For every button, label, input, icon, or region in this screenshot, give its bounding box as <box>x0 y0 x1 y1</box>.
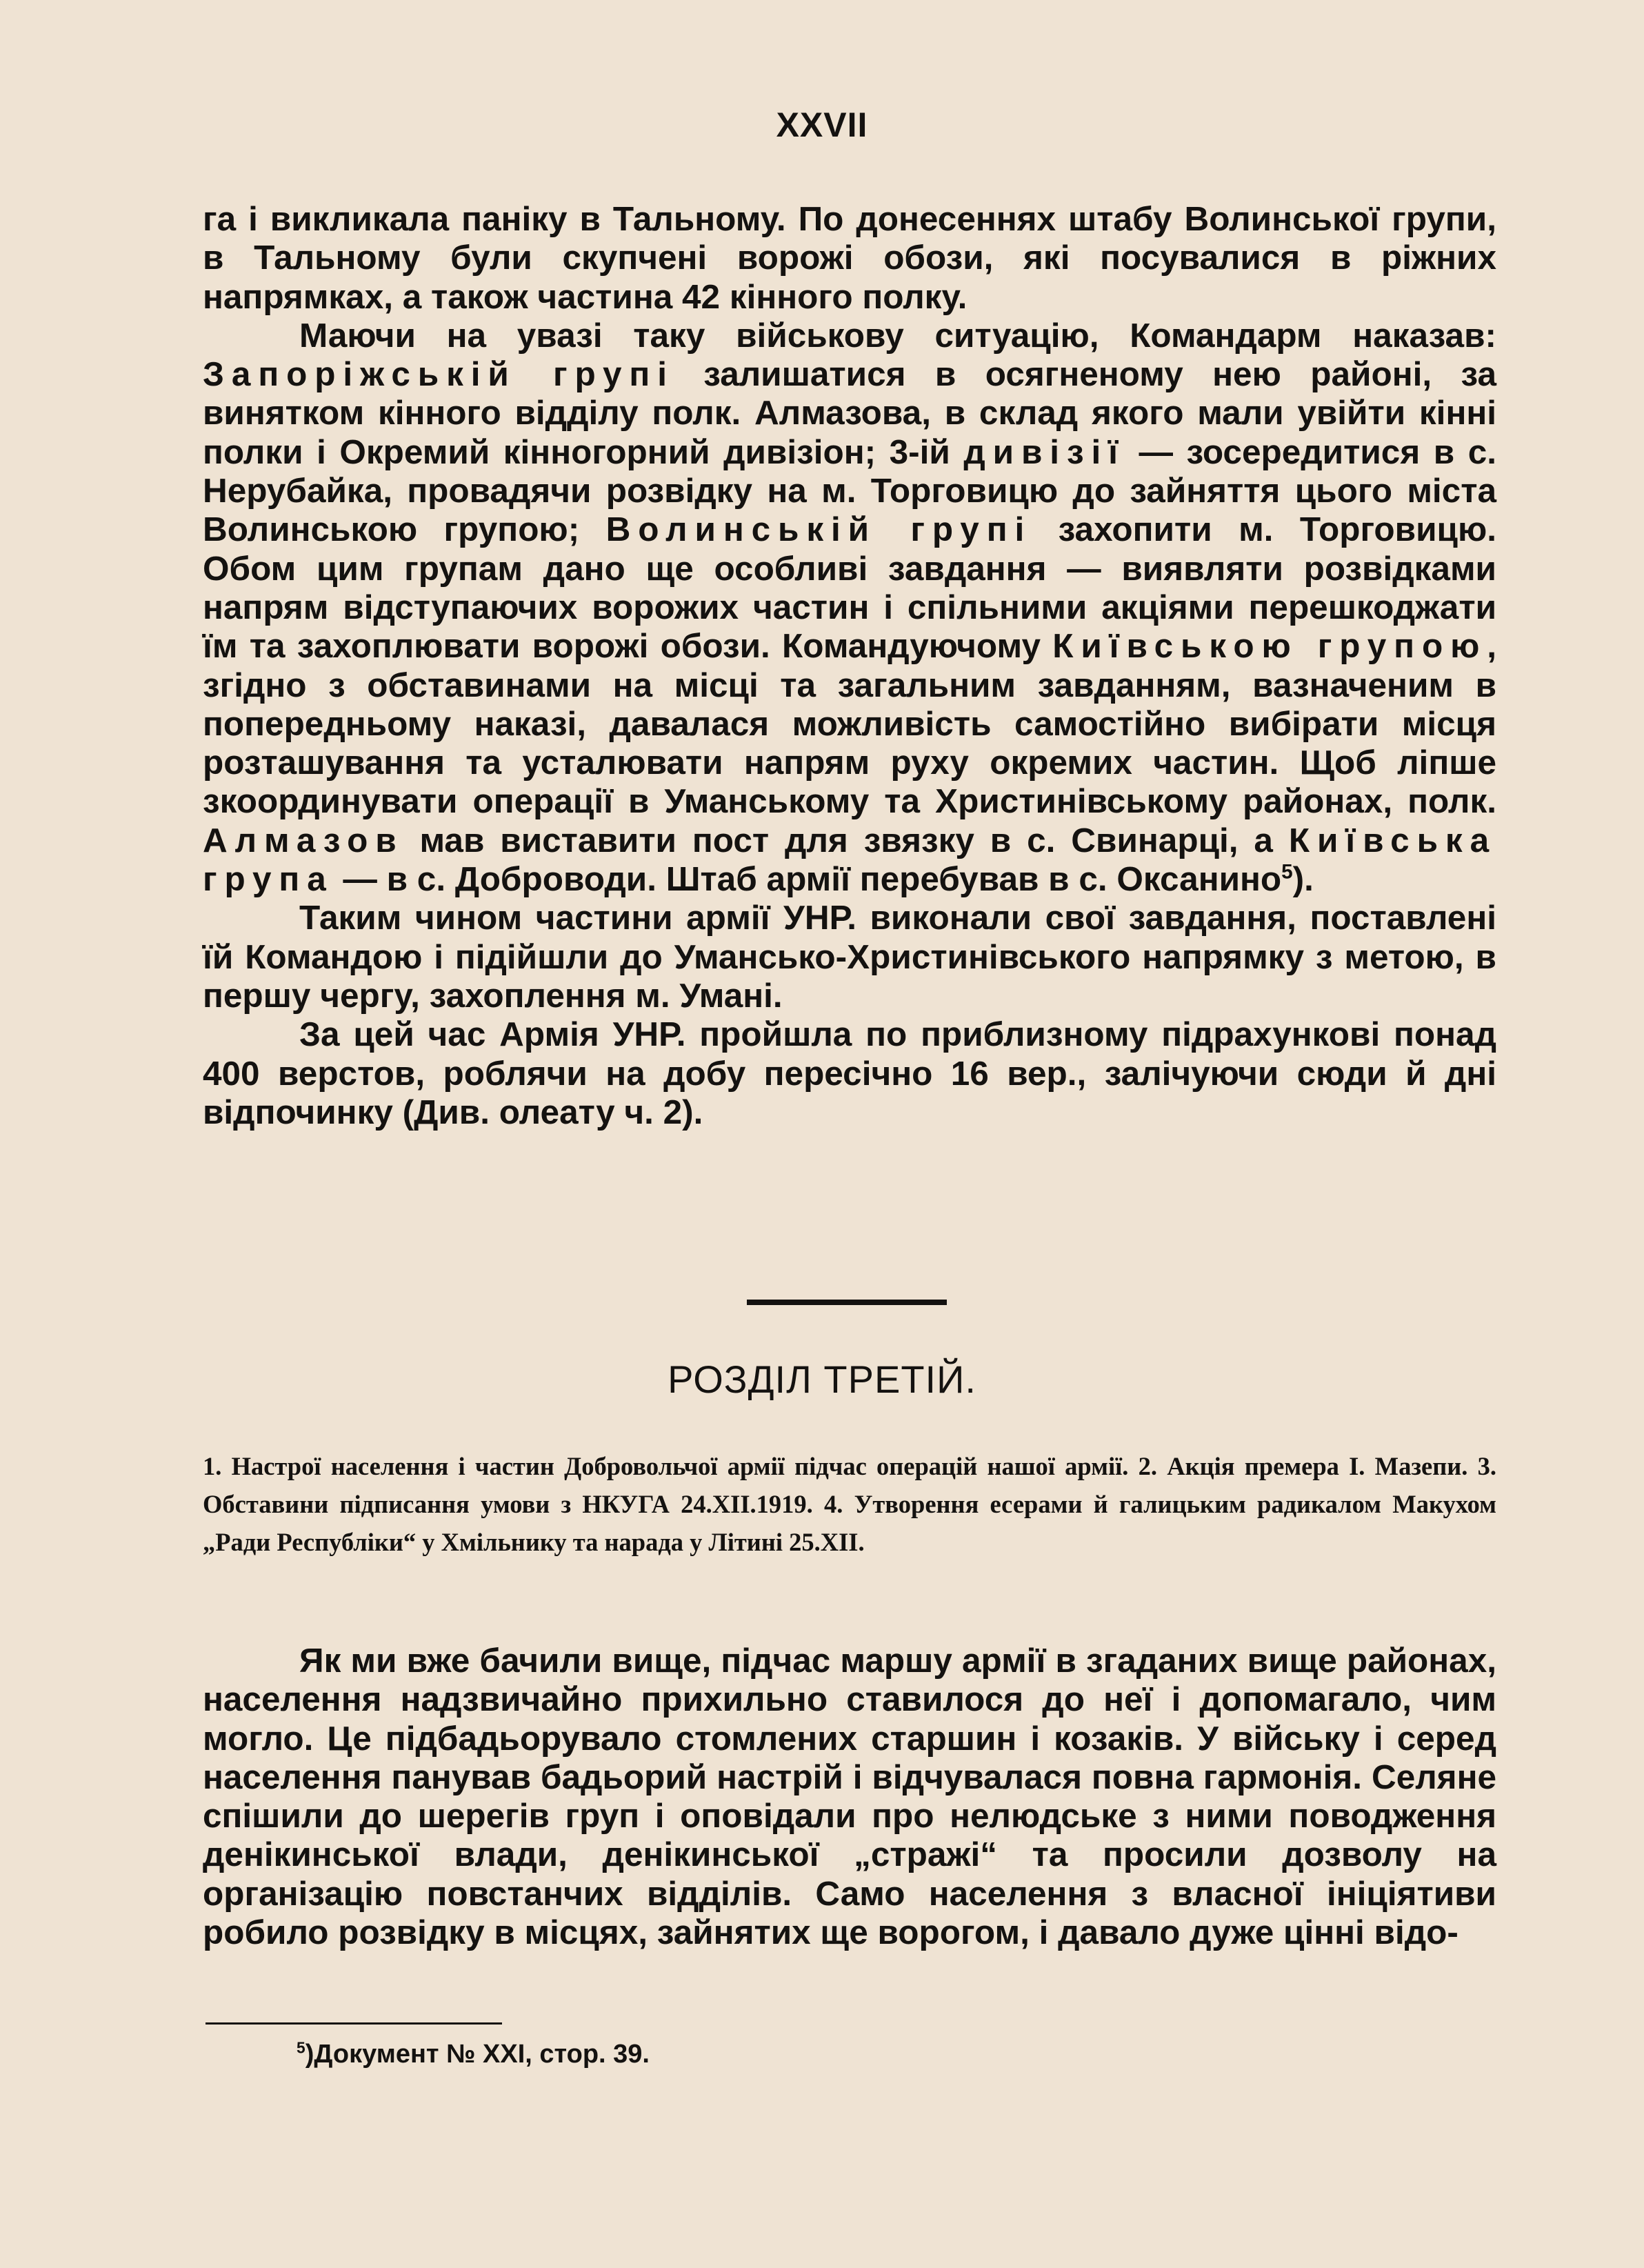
paragraph-population-mood: Як ми вже бачили вище, підчас маршу армії в згаданих вище районах, населення надзвичайно прихильно ставилося до неї і допомагало, чим могло. Це підбадьорувало стомлених старшин і козаків. У війську і серед населення панував бадьорий настрій і відчувалася повна гармонія. Селяне спішили до шерегів груп і оповідали про нелюдське з ними поводження денікинської влади, денікинської „стражі“ та просили дозволу на організацію повстанчих відділів. Само населення з власної ініціятиви робило розвідку в місцях, зайнятих ще ворогом, і давало дуже цінні відо- <box>203 1642 1496 1952</box>
text-run: залишатися в осягненому нею районі, за винятком кінного відділу полк. Алмазова, в склад якого мали увійти кінні полки і Окремий кінногорний дивізіон; 3-ій <box>203 355 1496 471</box>
paragraph-march-distance: За цей час Армія УНР. пройшла по приблизному підрахункові понад 400 верстов, роблячи на добу пересічно 16 вер., залічуючи сюди й дні відпочинку (Див. олеату ч. 2). <box>203 1015 1496 1131</box>
text-block-section-one <box>203 200 1496 1132</box>
text-run: захопити м. Торговицю. Обом цим групам дано ще особливі завдання — виявляти розвідками напрям відступаючих ворожих частин і спільними акціями перешкоджати їм та захоплювати ворожі обози. Командуючому <box>203 510 1496 666</box>
page-number: XXVII <box>776 106 868 144</box>
chapter-summary: 1. Настрої населення і частин Добровольчої армії підчас операцій нашої армії. 2. Акція премера І. Мазепи. 3. Обставини підписання умови з НКУГА 24.XII.1919. 4. Утворення есерами й галицьким радикалом Макухом „Ради Республіки“ у Хмільнику та нарада у Літині 25.XII. <box>203 1452 1496 1556</box>
text-run: — в с. Доброводи. Штаб армії перебував в с. Оксанино <box>333 860 1282 899</box>
text-run: — зосередитися в с. Нерубайка, провадячи розвідку на м. Торговицю до зайняття цього міста Волинською групою; <box>203 432 1496 549</box>
footnote-marker: 5 <box>297 2038 305 2057</box>
paragraph-order <box>203 317 1496 899</box>
text-run: Маючи на увазі таку військову ситуацію, Командарм наказав: <box>299 316 1496 355</box>
chapter-title: РОЗДІЛ ТРЕТІЙ. <box>668 1357 976 1401</box>
footnote <box>297 2036 650 2073</box>
spaced-name-kyivska-group: Київською групою <box>1052 627 1487 666</box>
spaced-name-zaporizhska-group: Запоріжській групі <box>203 355 674 394</box>
spaced-name-third-division: дивізії <box>963 432 1125 471</box>
footnote-text: )Документ № XXI, стор. 39. <box>305 2040 650 2069</box>
footnote-rule <box>206 2022 502 2025</box>
spaced-name-volynska-group: Волинській групі <box>605 510 1032 549</box>
paragraph-continuation: га і викликала паніку в Тальному. По донесеннях штабу Волинської групи, в Тальному були скупчені ворожі обози, які посувалися в ріжних напрямках, а також частина 42 кінного полку. <box>203 200 1496 316</box>
text-block-section-two <box>203 1642 1496 1952</box>
text-run: ). <box>1292 860 1314 899</box>
section-divider <box>747 1300 947 1305</box>
paragraph-result: Таким чином частини армії УНР. виконали свої завдання, поставлені їй Командою і підійшли до Умансько-Христинівського напрямку з метою, в першу чергу, захоплення м. Умані. <box>203 899 1496 1015</box>
footnote-reference: 5 <box>1281 860 1293 884</box>
text-run: , згідно з обставинами на місці та загальним завданням, вазначеним в попередньому наказі, давалася можливість самостійно вибірати місця розташування та усталювати напрям руху окремих частин. Щоб ліпше зкоординувати операції в Уманському та Христинівському районах, полк. <box>203 627 1496 821</box>
text-run: мав виставити пост для звязку в с. Свинарці, а <box>403 821 1289 859</box>
spaced-name-kyivska-hrupa: Київська група <box>203 821 1496 899</box>
spaced-name-almazov: Алмазов <box>203 821 404 859</box>
